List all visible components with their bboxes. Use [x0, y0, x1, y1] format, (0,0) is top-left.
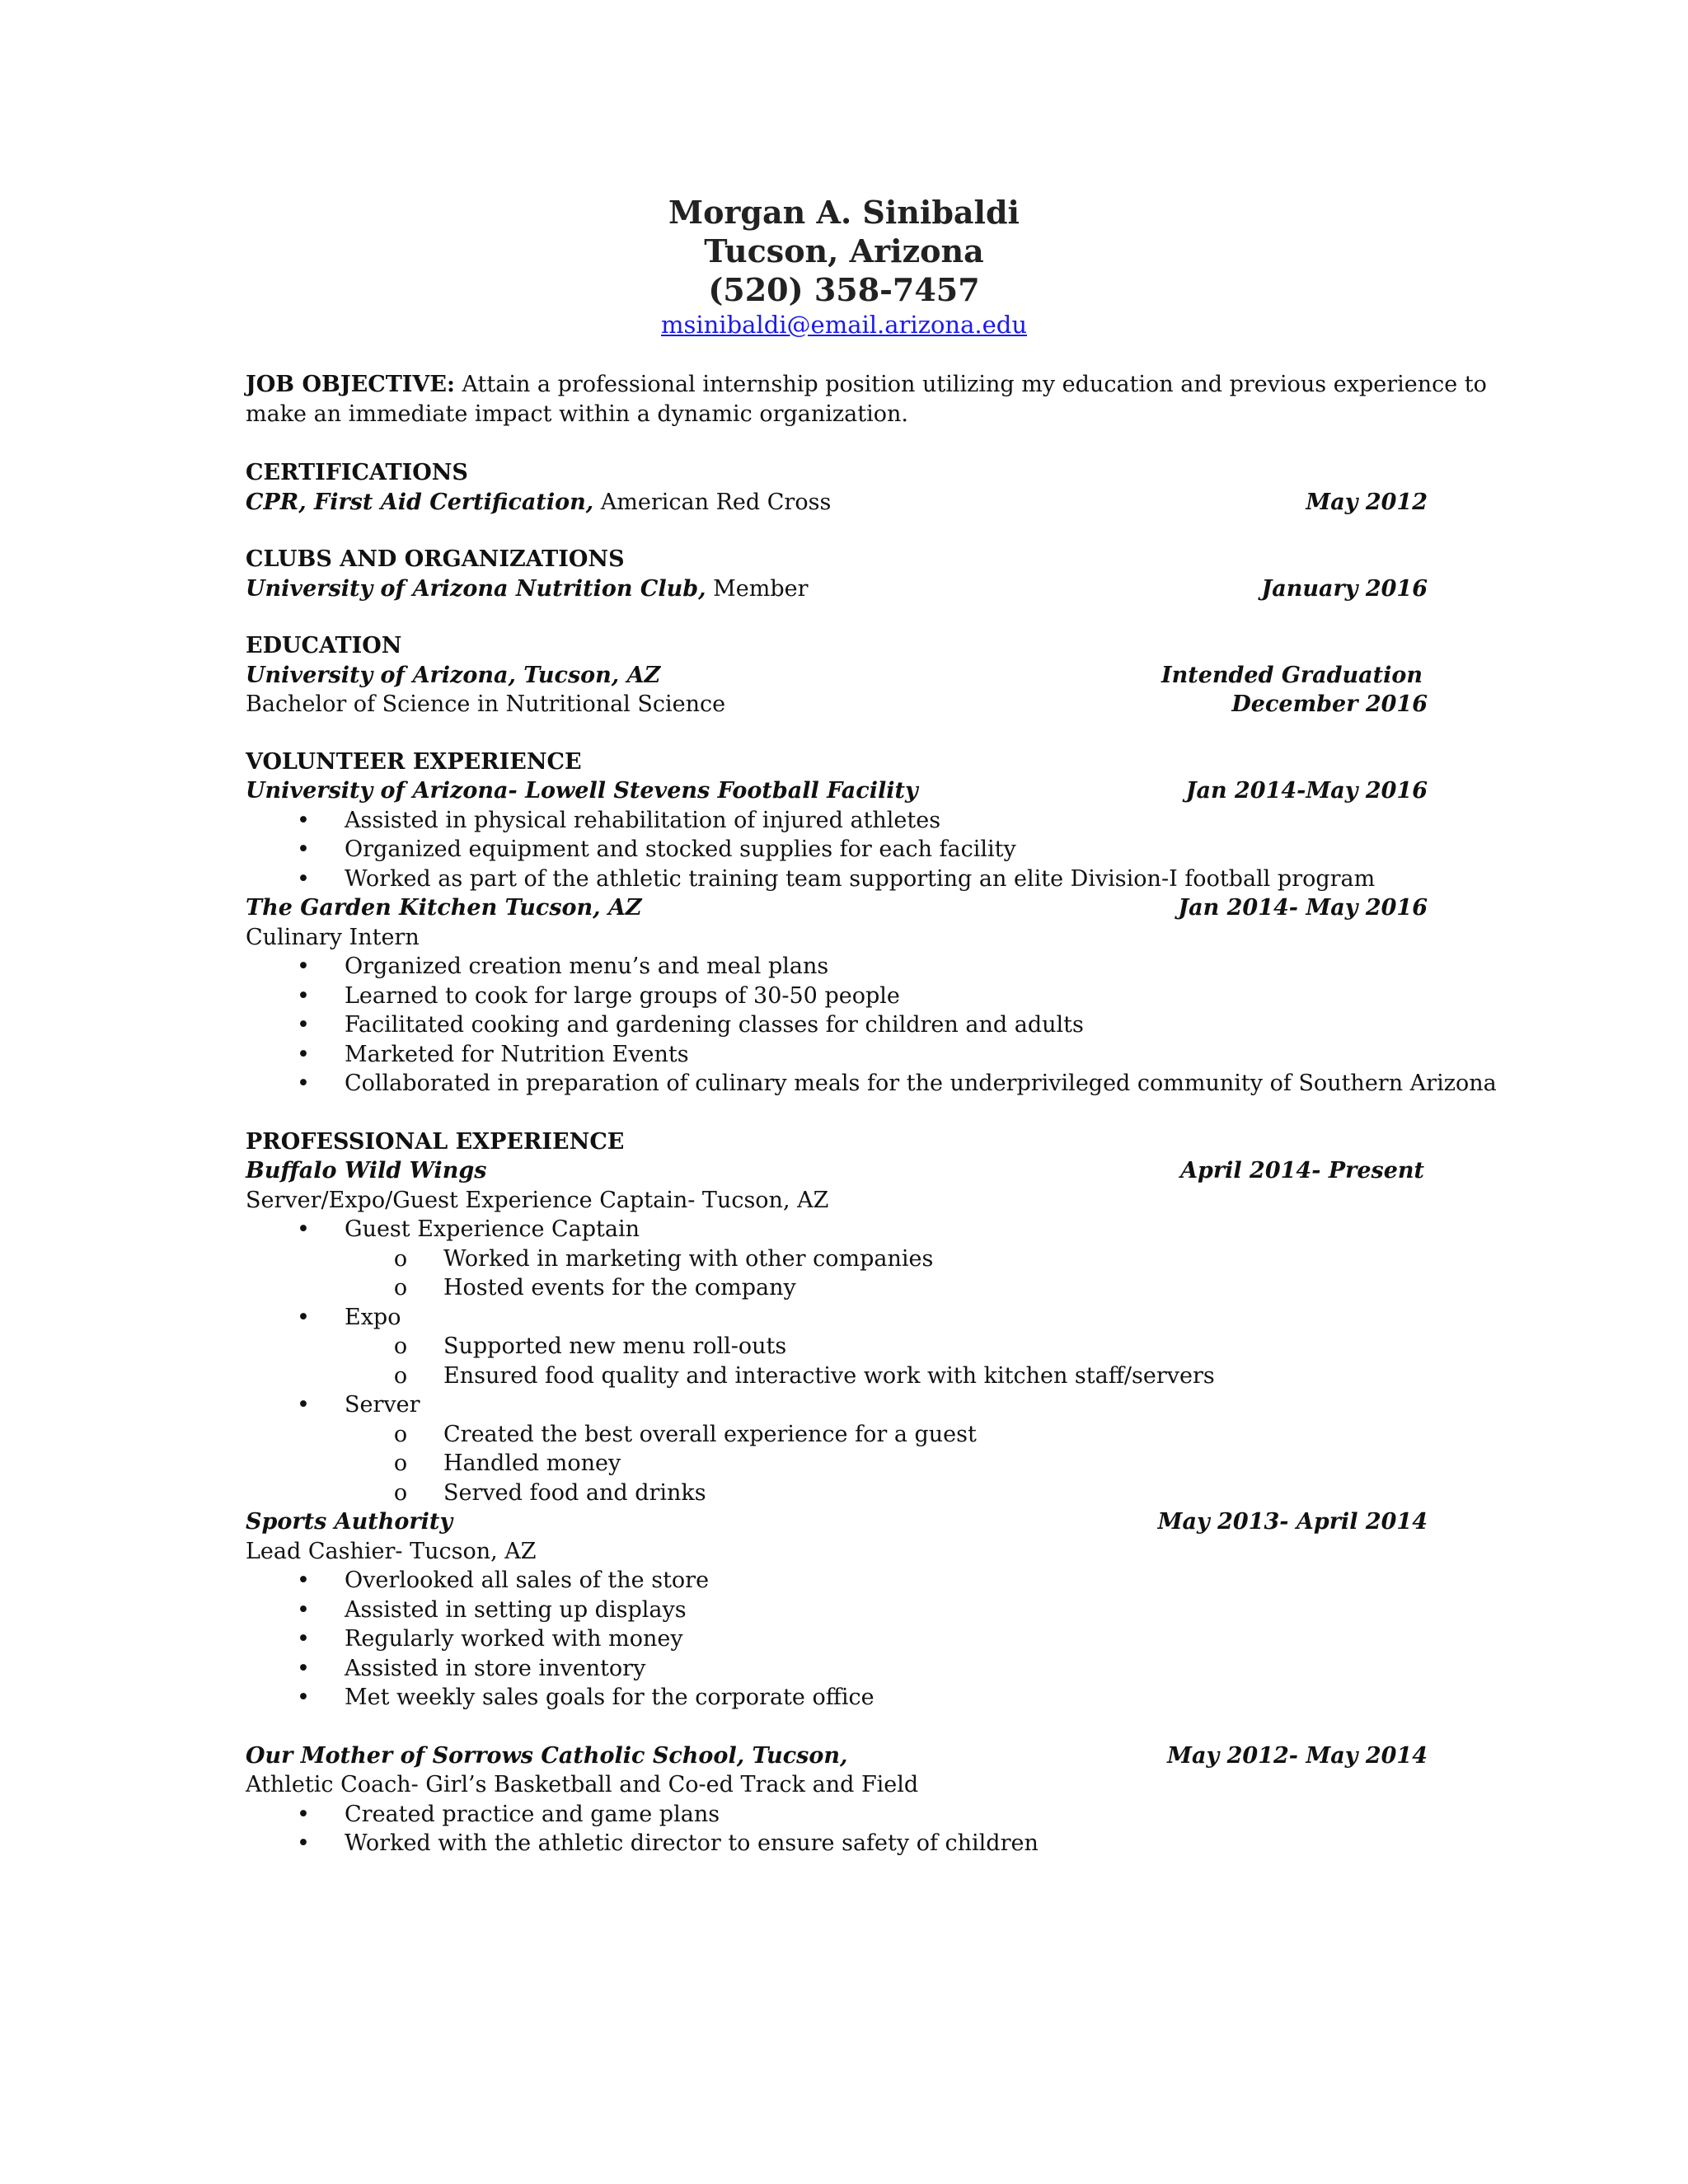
list-item: • Assisted in setting up displays — [297, 1596, 687, 1623]
education-degree: Bachelor of Science in Nutritional Science — [246, 691, 726, 717]
list-item: • Server — [297, 1392, 420, 1418]
objective-label: JOB OBJECTIVE: — [246, 372, 455, 397]
education-school-row — [246, 661, 1428, 691]
volunteer-job-title: University of Arizona- Lowell Stevens Football Facility — [246, 778, 918, 804]
club-role: Member — [706, 575, 809, 602]
volunteer-heading: VOLUNTEER EXPERIENCE — [246, 748, 582, 775]
professional-job-school — [246, 1741, 1428, 1771]
volunteer-job-role: Culinary Intern — [246, 924, 420, 950]
education-date-label: Intended Graduation — [1160, 662, 1423, 688]
list-item: • Guest Experience Captain — [297, 1216, 640, 1242]
resume-content — [246, 193, 1497, 1858]
certification-date: May 2012 — [1306, 489, 1428, 515]
clubs-heading: CLUBS AND ORGANIZATIONS — [246, 546, 625, 572]
certification-entry — [246, 488, 1428, 518]
list-item: • Learned to cook for large groups of 30-50 people — [297, 982, 900, 1009]
list-item: • Worked with the athletic director to ensure safety of children — [297, 1830, 1039, 1856]
objective-line-2: make an immediate impact within a dynamic organization. — [246, 401, 908, 427]
list-item: • Overlooked all sales of the store — [297, 1568, 710, 1593]
list-item: • Met weekly sales goals for the corporate office — [297, 1685, 874, 1710]
candidate-location: Tucson, Arizona — [704, 232, 984, 269]
education-date: December 2016 — [1231, 691, 1428, 717]
sub-list-item: o Hosted events for the company — [393, 1275, 796, 1301]
resume-header — [0, 193, 1688, 340]
list-item: • Collaborated in preparation of culinary meals for the underprivileged community of Southern Arizona — [297, 1071, 1497, 1096]
objective-line-1 — [246, 370, 1487, 400]
professional-job-role: Lead Cashier- Tucson, AZ — [246, 1538, 537, 1564]
professional-heading: PROFESSIONAL EXPERIENCE — [246, 1128, 625, 1155]
education-degree-row — [246, 690, 1428, 719]
professional-job-bww — [246, 1156, 1428, 1186]
sub-list-item: o Worked in marketing with other companies — [393, 1245, 934, 1272]
sub-list-item: o Supported new menu roll-outs — [393, 1333, 787, 1359]
professional-job-role: Athletic Coach- Girl’s Basketball and Co-ed Track and Field — [246, 1772, 919, 1797]
list-item: • Facilitated cooking and gardening classes for children and adults — [297, 1012, 1084, 1038]
professional-job-title: Sports Authority — [246, 1509, 453, 1535]
professional-job-date: May 2012- May 2014 — [1167, 1742, 1428, 1769]
list-item: • Organized equipment and stocked supplies for each facility — [297, 837, 1016, 862]
sub-list-item: o Ensured food quality and interactive work with kitchen staff/servers — [393, 1362, 1215, 1389]
sub-list-item: o Handled money — [393, 1451, 621, 1476]
list-item: • Expo — [297, 1304, 401, 1330]
club-title: University of Arizona Nutrition Club, — [246, 575, 706, 602]
list-item: • Regularly worked with money — [297, 1626, 683, 1652]
volunteer-job-title: The Garden Kitchen Tucson, AZ — [246, 895, 642, 921]
education-heading: EDUCATION — [246, 633, 402, 658]
candidate-name: Morgan A. Sinibaldi — [668, 194, 1020, 231]
list-item: • Marketed for Nutrition Events — [297, 1041, 689, 1067]
list-item: • Created practice and game plans — [297, 1801, 720, 1827]
list-item: • Assisted in physical rehabilitation of injured athletes — [297, 807, 941, 833]
candidate-email-link[interactable]: msinibaldi@email.arizona.edu — [660, 311, 1028, 339]
volunteer-job-date: Jan 2014-May 2016 — [1185, 778, 1428, 804]
volunteer-job-date: Jan 2014- May 2016 — [1178, 895, 1428, 921]
sub-list-item: o Created the best overall experience for a guest — [393, 1421, 977, 1447]
certifications-heading: CERTIFICATIONS — [246, 460, 468, 485]
professional-job-title: Buffalo Wild Wings — [246, 1158, 487, 1183]
certification-org: American Red Cross — [593, 489, 832, 515]
volunteer-job-2 — [246, 893, 1428, 923]
education-school: University of Arizona, Tucson, AZ — [246, 662, 661, 688]
volunteer-job-1 — [246, 776, 1428, 806]
club-entry — [246, 574, 1428, 604]
certification-title: CPR, First Aid Certification, — [246, 489, 594, 515]
club-date: January 2016 — [1261, 575, 1428, 602]
list-item: • Worked as part of the athletic training team supporting an elite Division-I football program — [297, 865, 1376, 892]
sub-list-item: o Served food and drinks — [393, 1479, 706, 1506]
professional-job-date: April 2014- Present — [1180, 1158, 1424, 1183]
professional-job-role: Server/Expo/Guest Experience Captain- Tucson, AZ — [246, 1187, 829, 1213]
professional-job-title: Our Mother of Sorrows Catholic School, Tucson, — [246, 1742, 848, 1769]
list-item: • Assisted in store inventory — [297, 1655, 646, 1681]
professional-job-date: May 2013- April 2014 — [1157, 1509, 1428, 1535]
objective-text-1: Attain a professional internship position utilizing my education and previous experience to — [454, 372, 1487, 397]
list-item: • Organized creation menu’s and meal plans — [297, 954, 829, 979]
professional-job-sports — [246, 1507, 1428, 1537]
candidate-phone: (520) 358-7457 — [708, 271, 980, 308]
